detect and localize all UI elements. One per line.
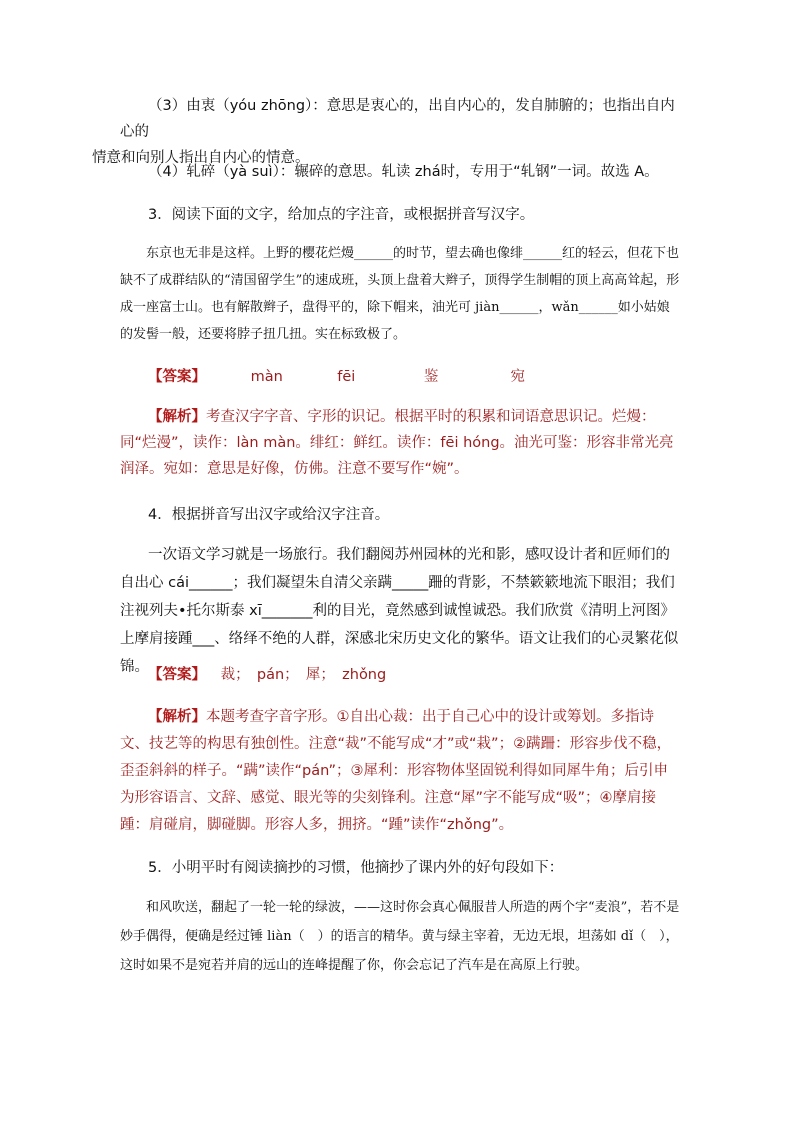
q4-analysis	[120, 704, 680, 839]
q4-passage: 一次语文学习就是一场旅行。我们翻阅苏州园林的光和影，感叹设计者和匠师们的自出心 cái______；我们凝望朱自清父亲蹒_____跚的背影，不禁簌簌地流下眼泪；我们注视列夫•托尔斯泰 xī_______利的目光，竟然感到诚惶诚恐。我们欣赏《清明上河图》上摩肩接踵___、络绎不绝的人群，深感北宋历史文化的繁华。语文让我们的心灵繁花似锦。	[120, 547, 679, 675]
q3-answer-label: 【答案】	[148, 369, 206, 385]
q3-answer-row	[148, 364, 580, 390]
q2-explanation-3-line2: 情意和向别人指出自内心的情意。	[92, 150, 310, 166]
q5-title: 5．小明平时有阅读摘抄的习惯，他摘抄了课内外的好句段如下：	[148, 860, 564, 876]
q3-answer-3: 鉴	[423, 369, 439, 385]
q3-analysis	[120, 404, 680, 482]
q4-analysis-label: 【解析】	[148, 709, 206, 725]
q3-analysis-text: 考查汉字字音、字形的识记。根据平时的积累和词语意思识记。烂熳：同“烂漫”，读作：làn màn。绯红：鲜红。读作：fēi hóng。油光可鉴：形容非常光亮润泽。宛如：意思是好像，仿佛。注意不要写作“婉”。	[120, 409, 674, 477]
q5-passage: 和风吹送，翻起了一轮一轮的绿波，——这时你会真心佩服昔人所造的两个字“麦浪”，若不是妙手偶得，便确是经过锤 liàn（ ）的语言的精华。黄与绿主宰着，无边无垠，坦荡如 dǐ（ ），这时如果不是宛若并肩的远山的连峰提醒了你，你会忘记了汽车是在高原上行驶。	[120, 900, 680, 973]
q4-answer-row	[148, 662, 386, 688]
q4-title: 4．根据拼音写出汉字或给汉字注音。	[148, 507, 390, 523]
q3-title: 3．阅读下面的文字，给加点的字注音，或根据拼音写汉字。	[148, 207, 535, 223]
q3-analysis-label: 【解析】	[148, 409, 206, 425]
q3-answer-4: 宛	[510, 369, 525, 385]
q4-analysis-text: 本题考查字音字形。①自出心裁：出于自己心中的设计或筹划。多指诗文、技艺等的构思有独创性。注意“裁”不能写成“才”或“栽”；②蹒跚：形容步伐不稳，歪歪斜斜的样子。“蹒”读作“pán”；③犀利：形容物体坚固锐利得如同犀牛角；后引申为形容语言、文辞、感觉、眼光等的尖刻锋利。注意“犀”字不能写成“吸”；④摩肩接踵：肩碰肩，脚碰脚。形容人多，拥挤。“踵”读作“zhǒng”。	[120, 709, 672, 833]
q3-passage: 东京也无非是这样。上野的樱花烂熳______的时节，望去确也像绯______红的轻云，但花下也缺不了成群结队的“清国留学生”的速成班，头顶上盘着大辫子，顶得学生制帽的顶上高高耸起，形成一座富士山。也有解散辫子，盘得平的，除下帽来，油光可 jiàn______，wǎn______如小姑娘的发髻一般，还要将脖子扭几扭。实在标致极了。	[120, 246, 680, 342]
q2-explanation-3-line1: （3）由衷（yóu zhōng）：意思是衷心的，出自内心的，发自肺腑的；也指出自内心的	[120, 98, 675, 140]
q4-answer-text: 裁； pán； 犀； zhǒng	[220, 667, 387, 683]
q2-explanation-4: （4）轧碎（yà suì）：辗碎的意思。轧读 zhá时，专用于“轧钢”一词。故选 A。	[148, 164, 659, 180]
q4-answer-label: 【答案】	[148, 667, 206, 683]
q3-answer-2: fēi	[337, 369, 356, 385]
q3-answer-1: màn	[250, 369, 283, 385]
